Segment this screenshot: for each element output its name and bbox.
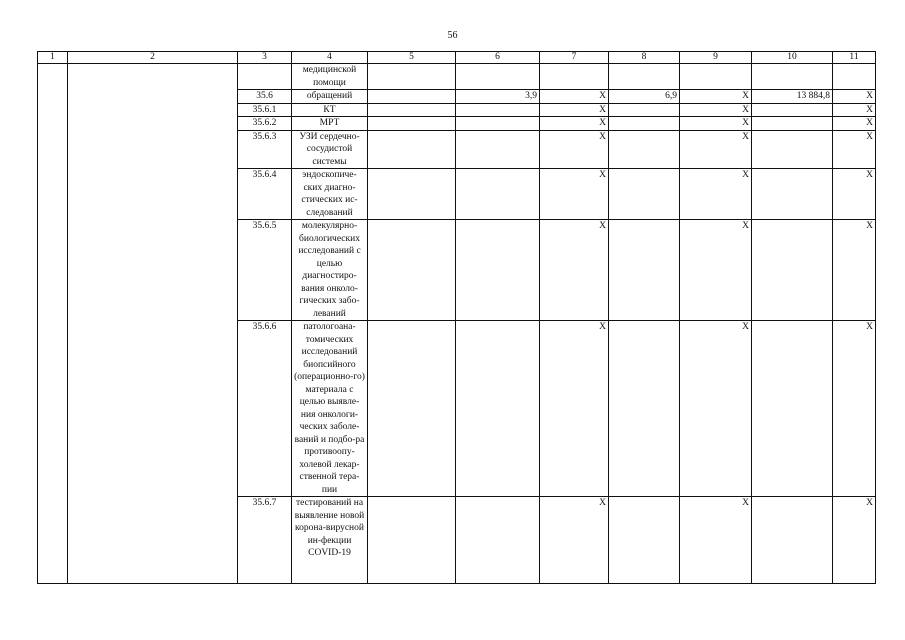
header-cell: 1 bbox=[38, 52, 68, 64]
header-cell: 6 bbox=[456, 52, 540, 64]
cell-c7: X bbox=[540, 321, 609, 497]
cell-c7: X bbox=[540, 169, 609, 220]
cell-c11: X bbox=[833, 169, 876, 220]
cell-c10 bbox=[752, 103, 833, 117]
cell-c11: X bbox=[833, 103, 876, 117]
code-cell: 35.6.6 bbox=[238, 321, 292, 497]
cell-c5 bbox=[368, 103, 456, 117]
cell-c5 bbox=[368, 130, 456, 169]
cell-c10 bbox=[752, 169, 833, 220]
cell-c8 bbox=[609, 497, 680, 584]
cell-c5 bbox=[368, 220, 456, 321]
cell-c11: X bbox=[833, 220, 876, 321]
col2-cell bbox=[68, 64, 238, 584]
cell-c9: X bbox=[680, 130, 752, 169]
code-cell: 35.6.4 bbox=[238, 169, 292, 220]
cell-c8 bbox=[609, 64, 680, 90]
cell-c9: X bbox=[680, 117, 752, 131]
cell-c8: 6,9 bbox=[609, 90, 680, 104]
cell-c8 bbox=[609, 321, 680, 497]
cell-c7: X bbox=[540, 130, 609, 169]
cell-c11: X bbox=[833, 130, 876, 169]
cell-c10 bbox=[752, 321, 833, 497]
name-cell: эндоскопиче-ских диагно-стических ис-следований bbox=[292, 169, 368, 220]
header-cell: 7 bbox=[540, 52, 609, 64]
cell-c9: X bbox=[680, 103, 752, 117]
cell-c10 bbox=[752, 64, 833, 90]
cell-c9: X bbox=[680, 497, 752, 584]
header-cell: 3 bbox=[238, 52, 292, 64]
name-cell: медицинской помощи bbox=[292, 64, 368, 90]
cell-c10 bbox=[752, 220, 833, 321]
header-cell: 10 bbox=[752, 52, 833, 64]
cell-c7: X bbox=[540, 497, 609, 584]
page-number: 56 bbox=[447, 30, 458, 41]
cell-c6 bbox=[456, 321, 540, 497]
cell-c8 bbox=[609, 220, 680, 321]
cell-c9: X bbox=[680, 169, 752, 220]
cell-c9: X bbox=[680, 90, 752, 104]
cell-c5 bbox=[368, 321, 456, 497]
cell-c5 bbox=[368, 90, 456, 104]
name-cell: УЗИ сердечно-сосудистой системы bbox=[292, 130, 368, 169]
col1-cell bbox=[38, 64, 68, 584]
cell-c7: X bbox=[540, 90, 609, 104]
header-row bbox=[38, 52, 876, 64]
cell-c6 bbox=[456, 64, 540, 90]
cell-c5 bbox=[368, 169, 456, 220]
name-cell: патологоана-томических исследований биопсийного (операционно-го) материала с целью выявле-ния онкологи-ческих заболе-ваний и подбо-ра противоопу-холевой лекар-ственной тера-пии bbox=[292, 321, 368, 497]
cell-c6 bbox=[456, 220, 540, 321]
header-cell: 8 bbox=[609, 52, 680, 64]
name-cell: тестирований на выявление новой корона-вирусной ин-фекции COVID-19 bbox=[292, 497, 368, 584]
cell-c9: X bbox=[680, 321, 752, 497]
cell-c7 bbox=[540, 64, 609, 90]
code-cell: 35.6.1 bbox=[238, 103, 292, 117]
name-cell: КТ bbox=[292, 103, 368, 117]
cell-c11: X bbox=[833, 90, 876, 104]
cell-c10: 13 884,8 bbox=[752, 90, 833, 104]
cell-c10 bbox=[752, 130, 833, 169]
cell-c5 bbox=[368, 64, 456, 90]
cell-c7: X bbox=[540, 220, 609, 321]
cell-c8 bbox=[609, 117, 680, 131]
cell-c6 bbox=[456, 497, 540, 584]
cell-c8 bbox=[609, 130, 680, 169]
name-cell: МРТ bbox=[292, 117, 368, 131]
code-cell: 35.6.7 bbox=[238, 497, 292, 584]
cell-c8 bbox=[609, 103, 680, 117]
header-cell: 2 bbox=[68, 52, 238, 64]
code-cell: 35.6.2 bbox=[238, 117, 292, 131]
data-table bbox=[37, 51, 876, 584]
cell-c6 bbox=[456, 117, 540, 131]
cell-c6 bbox=[456, 130, 540, 169]
cell-c7: X bbox=[540, 117, 609, 131]
cell-c11: X bbox=[833, 117, 876, 131]
cell-c6: 3,9 bbox=[456, 90, 540, 104]
code-cell: 35.6.3 bbox=[238, 130, 292, 169]
cell-c9 bbox=[680, 64, 752, 90]
name-cell: молекулярно-биологических исследований с целью диагностиро-вания онколо-гических забо-леваний bbox=[292, 220, 368, 321]
code-cell: 35.6.5 bbox=[238, 220, 292, 321]
header-cell: 9 bbox=[680, 52, 752, 64]
cell-c9: X bbox=[680, 220, 752, 321]
code-cell bbox=[238, 64, 292, 90]
cell-c10 bbox=[752, 497, 833, 584]
cell-c8 bbox=[609, 169, 680, 220]
table-row bbox=[38, 64, 876, 90]
cell-c5 bbox=[368, 497, 456, 584]
cell-c5 bbox=[368, 117, 456, 131]
cell-c11: X bbox=[833, 497, 876, 584]
name-cell: обращений bbox=[292, 90, 368, 104]
cell-c11 bbox=[833, 64, 876, 90]
header-cell: 11 bbox=[833, 52, 876, 64]
cell-c6 bbox=[456, 103, 540, 117]
header-cell: 5 bbox=[368, 52, 456, 64]
cell-c6 bbox=[456, 169, 540, 220]
code-cell: 35.6 bbox=[238, 90, 292, 104]
cell-c11: X bbox=[833, 321, 876, 497]
header-cell: 4 bbox=[292, 52, 368, 64]
cell-c10 bbox=[752, 117, 833, 131]
cell-c7: X bbox=[540, 103, 609, 117]
